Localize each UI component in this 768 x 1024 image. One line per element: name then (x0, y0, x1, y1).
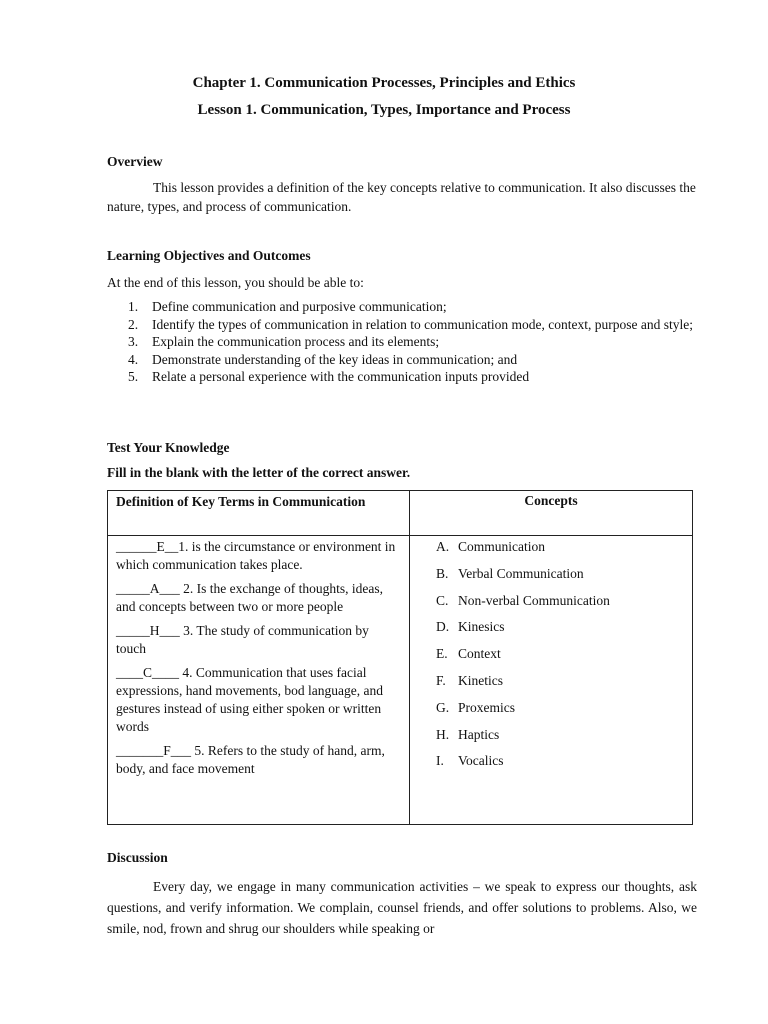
objectives-intro: At the end of this lesson, you should be able to: (107, 275, 364, 290)
overview-text: This lesson provides a definition of the key concepts relative to communication. It also discusses the nature, types, and process of communication. (107, 180, 696, 214)
definition-item: ____C____ 4. Communication that uses facial expressions, hand movements, bod language, and gestures instead of using either spoken or written words (116, 665, 383, 734)
list-item: 4. Demonstrate understanding of the key ideas in communication; and (128, 351, 518, 367)
lesson-title: Lesson 1. Communication, Types, Importance and Process (197, 102, 571, 118)
definition-item: _______F___ 5. Refers to the study of hand, arm, body, and face movement (116, 743, 385, 776)
chapter-title: Chapter 1. Communication Processes, Principles and Ethics (192, 75, 576, 91)
list-item: 3. Explain the communication process and its elements; (128, 334, 440, 349)
concept-item: H. Haptics (436, 726, 500, 742)
test-instruction: Fill in the blank with the letter of the correct answer. (107, 465, 411, 480)
concept-item: I. Vocalics (436, 753, 504, 769)
concept-item: A. Communication (436, 539, 545, 554)
concepts-cell (410, 536, 693, 825)
discussion-text: Every day, we engage in many communication activities – we speak to express our thoughts, ask questions, and verify information. We complain, counsel friends, and offer solutions to problems. Also, we smile, nod, frown and shrug our shoulders while speaking or (107, 879, 697, 936)
definitions-cell (108, 536, 410, 825)
overview-heading: Overview (107, 154, 163, 169)
table-header-definitions: Definition of Key Terms in Communication (108, 491, 410, 536)
concept-item: D. Kinesics (436, 619, 505, 635)
concept-item: F. Kinetics (436, 672, 503, 688)
definition-item: ______E__1. is the circumstance or environment in which communication takes place. (116, 539, 396, 572)
list-item: 1. Define communication and purposive communication; (128, 299, 447, 314)
test-heading: Test Your Knowledge (107, 440, 230, 455)
table-header-concepts: Concepts (410, 491, 693, 536)
concept-item: B. Verbal Communication (436, 565, 584, 581)
definition-item: _____H___ 3. The study of communication by touch (116, 623, 369, 656)
list-item: 2. Identify the types of communication in relation to communication mode, context, purpose and style; (128, 316, 693, 332)
objectives-heading: Learning Objectives and Outcomes (107, 248, 311, 263)
key-terms-table (107, 490, 693, 825)
definition-item: _____A___ 2. Is the exchange of thoughts, ideas, and concepts between two or more people (116, 581, 383, 614)
concept-item: E. Context (436, 646, 501, 662)
concept-item: C. Non-verbal Communication (436, 592, 610, 608)
concept-item: G. Proxemics (436, 699, 515, 715)
list-item: 5. Relate a personal experience with the communication inputs provided (128, 369, 530, 384)
objectives-list (107, 298, 697, 386)
discussion-heading: Discussion (107, 850, 168, 865)
